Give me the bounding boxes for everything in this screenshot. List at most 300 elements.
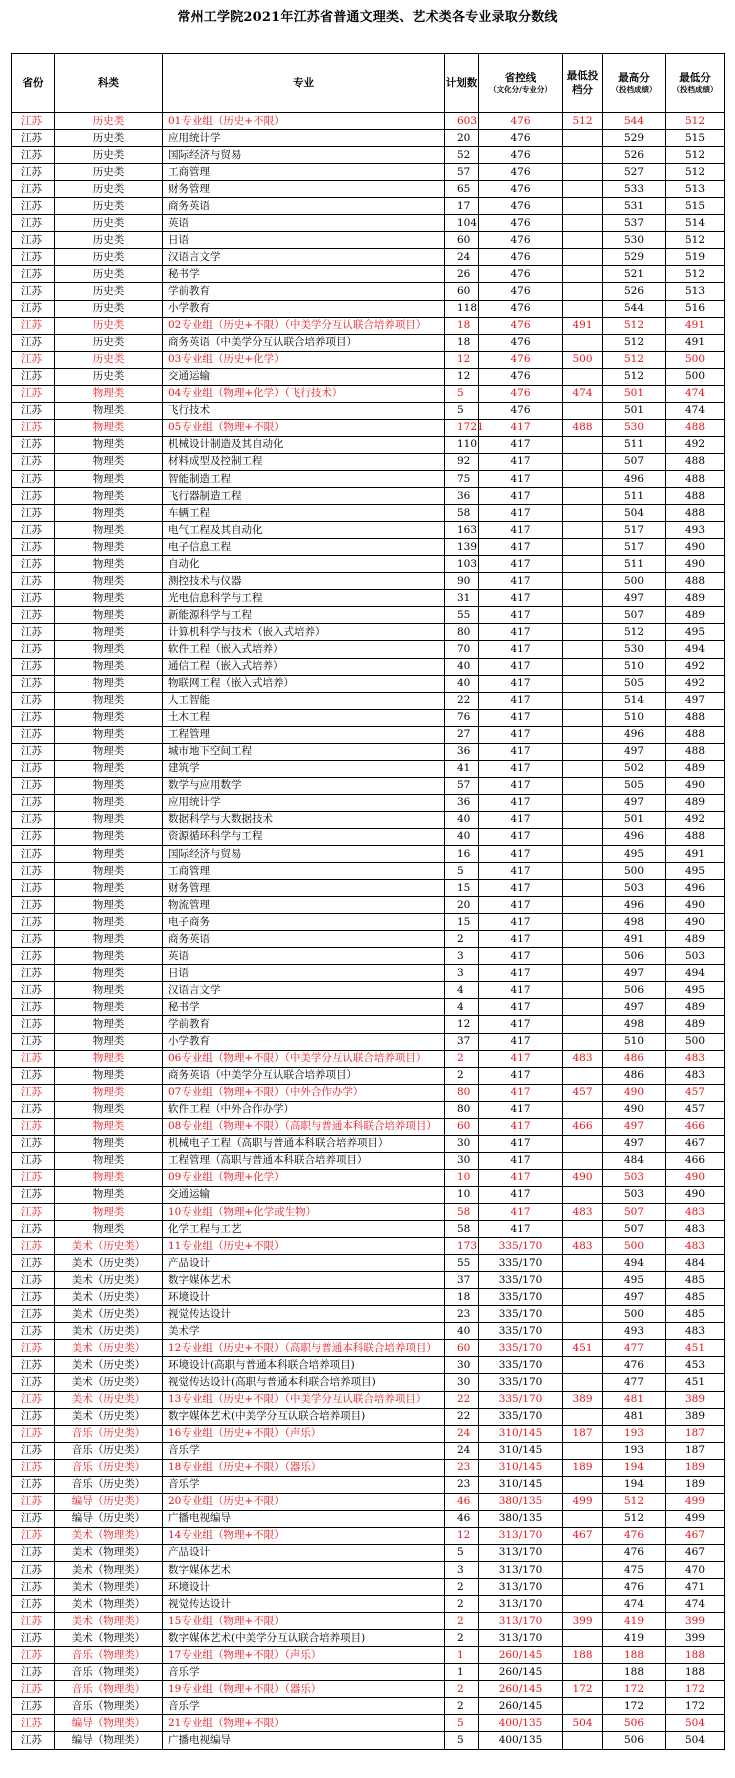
cell-major: 13专业组（历史+不限）（中美学分互认联合培养项目） (163, 1391, 445, 1408)
cell-floor (563, 658, 603, 675)
cell-province: 江苏 (12, 1493, 55, 1510)
cell-max: 512 (603, 1510, 666, 1527)
table-row (12, 1152, 725, 1169)
cell-floor: 187 (563, 1425, 603, 1442)
cell-major: 工程管理 (163, 726, 445, 743)
cell-province: 江苏 (12, 914, 55, 931)
cell-major: 土木工程 (163, 709, 445, 726)
cell-floor (563, 266, 603, 283)
cell-control-line: 417 (479, 965, 563, 982)
cell-plan: 18 (445, 1289, 479, 1306)
table-row (12, 505, 725, 522)
cell-major: 车辆工程 (163, 505, 445, 522)
cell-floor (563, 402, 603, 419)
cell-province: 江苏 (12, 215, 55, 232)
cell-major: 汉语言文学 (163, 249, 445, 266)
cell-plan: 2 (445, 1698, 479, 1715)
cell-major: 工程管理（高职与普通本科联合培养项目） (163, 1152, 445, 1169)
cell-max: 494 (603, 1255, 666, 1272)
cell-plan: 70 (445, 641, 479, 658)
cell-province: 江苏 (12, 419, 55, 436)
cell-control-line: 417 (479, 760, 563, 777)
cell-category: 美术（历史类） (55, 1391, 163, 1408)
cell-control-line: 417 (479, 1033, 563, 1050)
cell-plan: 57 (445, 777, 479, 794)
cell-plan: 75 (445, 470, 479, 487)
cell-province: 江苏 (12, 385, 55, 402)
cell-province: 江苏 (12, 999, 55, 1016)
cell-min: 490 (666, 556, 725, 573)
cell-plan: 5 (445, 1544, 479, 1561)
cell-control-line: 310/145 (479, 1442, 563, 1459)
cell-plan: 20 (445, 130, 479, 147)
cell-max: 512 (603, 624, 666, 641)
cell-major: 04专业组（物理+化学）（飞行技术） (163, 385, 445, 402)
cell-plan: 10 (445, 1186, 479, 1203)
cell-major: 资源循环科学与工程 (163, 828, 445, 845)
table-row (12, 726, 725, 743)
table-row (12, 1732, 725, 1749)
cell-province: 江苏 (12, 522, 55, 539)
cell-control-line: 335/170 (479, 1255, 563, 1272)
cell-plan: 37 (445, 1272, 479, 1289)
table-row (12, 1323, 725, 1340)
cell-floor (563, 1255, 603, 1272)
cell-control-line: 417 (479, 1067, 563, 1084)
cell-control-line: 476 (479, 215, 563, 232)
cell-plan: 55 (445, 607, 479, 624)
cell-major: 国际经济与贸易 (163, 846, 445, 863)
cell-province: 江苏 (12, 1033, 55, 1050)
admission-score-table (11, 53, 725, 1750)
cell-floor (563, 607, 603, 624)
cell-min: 489 (666, 607, 725, 624)
cell-plan: 3 (445, 948, 479, 965)
cell-control-line: 417 (479, 1101, 563, 1118)
cell-province: 江苏 (12, 811, 55, 828)
cell-major: 商务英语 (163, 198, 445, 215)
cell-major: 光电信息科学与工程 (163, 590, 445, 607)
cell-plan: 36 (445, 794, 479, 811)
cell-plan: 60 (445, 232, 479, 249)
cell-plan: 58 (445, 1221, 479, 1238)
table-row (12, 368, 725, 385)
cell-floor: 188 (563, 1647, 603, 1664)
table-row (12, 1016, 725, 1033)
cell-min: 496 (666, 880, 725, 897)
cell-province: 江苏 (12, 1152, 55, 1169)
table-row-group (12, 1613, 725, 1630)
cell-min: 399 (666, 1613, 725, 1630)
cell-min: 389 (666, 1391, 725, 1408)
cell-max: 526 (603, 147, 666, 164)
cell-control-line: 400/135 (479, 1715, 563, 1732)
cell-floor (563, 1579, 603, 1596)
table-row (12, 1255, 725, 1272)
cell-control-line: 313/170 (479, 1579, 563, 1596)
cell-province: 江苏 (12, 692, 55, 709)
cell-major: 电子商务 (163, 914, 445, 931)
cell-plan: 58 (445, 1204, 479, 1221)
cell-category: 音乐（历史类） (55, 1425, 163, 1442)
cell-min: 467 (666, 1527, 725, 1544)
header-floor: 最低投档分 (563, 54, 603, 113)
cell-plan: 41 (445, 760, 479, 777)
table-row (12, 1510, 725, 1527)
cell-plan: 10 (445, 1169, 479, 1186)
cell-plan: 17 (445, 198, 479, 215)
cell-plan: 15 (445, 914, 479, 931)
cell-category: 物理类 (55, 965, 163, 982)
table-row (12, 948, 725, 965)
table-row (12, 522, 725, 539)
cell-max: 500 (603, 863, 666, 880)
cell-province: 江苏 (12, 1391, 55, 1408)
cell-floor (563, 1374, 603, 1391)
table-row (12, 846, 725, 863)
cell-major: 数字媒体艺术 (163, 1561, 445, 1578)
cell-category: 美术（历史类） (55, 1272, 163, 1289)
cell-control-line: 335/170 (479, 1289, 563, 1306)
cell-control-line: 335/170 (479, 1323, 563, 1340)
cell-control-line: 417 (479, 777, 563, 794)
table-row (12, 982, 725, 999)
cell-category: 美术（物理类） (55, 1544, 163, 1561)
cell-floor (563, 147, 603, 164)
cell-max: 497 (603, 1118, 666, 1135)
cell-floor (563, 1544, 603, 1561)
cell-category: 音乐（物理类） (55, 1698, 163, 1715)
cell-floor: 399 (563, 1613, 603, 1630)
cell-category: 物理类 (55, 1221, 163, 1238)
cell-floor (563, 846, 603, 863)
cell-max: 544 (603, 113, 666, 130)
cell-major: 日语 (163, 965, 445, 982)
table-row-group (12, 1050, 725, 1067)
cell-category: 历史类 (55, 181, 163, 198)
cell-province: 江苏 (12, 965, 55, 982)
cell-plan: 46 (445, 1493, 479, 1510)
cell-major: 广播电视编导 (163, 1510, 445, 1527)
cell-min: 474 (666, 1596, 725, 1613)
cell-plan: 52 (445, 147, 479, 164)
cell-floor (563, 436, 603, 453)
cell-major: 广播电视编导 (163, 1732, 445, 1749)
cell-major: 音乐学 (163, 1442, 445, 1459)
cell-plan: 1 (445, 1664, 479, 1681)
cell-control-line: 335/170 (479, 1340, 563, 1357)
cell-category: 物理类 (55, 453, 163, 470)
cell-plan: 2 (445, 1050, 479, 1067)
cell-category: 物理类 (55, 709, 163, 726)
cell-major: 秘书学 (163, 999, 445, 1016)
table-row (12, 1664, 725, 1681)
cell-major: 产品设计 (163, 1544, 445, 1561)
cell-max: 512 (603, 351, 666, 368)
cell-province: 江苏 (12, 1238, 55, 1255)
cell-category: 物理类 (55, 1152, 163, 1169)
cell-province: 江苏 (12, 880, 55, 897)
cell-floor (563, 931, 603, 948)
cell-province: 江苏 (12, 113, 55, 130)
cell-control-line: 417 (479, 692, 563, 709)
cell-category: 美术（物理类） (55, 1561, 163, 1578)
cell-province: 江苏 (12, 488, 55, 505)
cell-control-line: 417 (479, 1050, 563, 1067)
cell-max: 497 (603, 1289, 666, 1306)
cell-floor: 466 (563, 1118, 603, 1135)
cell-min: 488 (666, 828, 725, 845)
cell-category: 历史类 (55, 368, 163, 385)
cell-plan: 5 (445, 402, 479, 419)
cell-control-line: 313/170 (479, 1544, 563, 1561)
cell-plan: 173 (445, 1238, 479, 1255)
cell-min: 515 (666, 198, 725, 215)
table-row (12, 232, 725, 249)
cell-plan: 30 (445, 1152, 479, 1169)
cell-max: 501 (603, 385, 666, 402)
cell-min: 490 (666, 539, 725, 556)
cell-control-line: 417 (479, 658, 563, 675)
cell-province: 江苏 (12, 675, 55, 692)
cell-floor (563, 1476, 603, 1493)
cell-min: 470 (666, 1561, 725, 1578)
cell-plan: 603 (445, 113, 479, 130)
cell-max: 475 (603, 1561, 666, 1578)
cell-floor (563, 1732, 603, 1749)
cell-min: 471 (666, 1579, 725, 1596)
cell-max: 506 (603, 1732, 666, 1749)
cell-control-line: 260/145 (479, 1698, 563, 1715)
cell-category: 物理类 (55, 811, 163, 828)
cell-floor (563, 811, 603, 828)
table-row (12, 266, 725, 283)
cell-floor (563, 1561, 603, 1578)
cell-major: 数字媒体艺术(中美学分互认联合培养项目) (163, 1630, 445, 1647)
cell-major: 软件工程（中外合作办学） (163, 1101, 445, 1118)
cell-floor (563, 863, 603, 880)
cell-major: 视觉传达设计 (163, 1596, 445, 1613)
table-row (12, 709, 725, 726)
cell-province: 江苏 (12, 573, 55, 590)
cell-province: 江苏 (12, 556, 55, 573)
cell-major: 15专业组（物理+不限） (163, 1613, 445, 1630)
cell-category: 物理类 (55, 556, 163, 573)
cell-province: 江苏 (12, 1016, 55, 1033)
cell-control-line: 417 (479, 1152, 563, 1169)
cell-category: 物理类 (55, 1067, 163, 1084)
cell-province: 江苏 (12, 1306, 55, 1323)
cell-floor (563, 880, 603, 897)
cell-major: 数学与应用数学 (163, 777, 445, 794)
cell-category: 音乐（历史类） (55, 1442, 163, 1459)
cell-major: 通信工程（嵌入式培养） (163, 658, 445, 675)
cell-control-line: 476 (479, 300, 563, 317)
cell-major: 工商管理 (163, 164, 445, 181)
cell-major: 视觉传达设计 (163, 1306, 445, 1323)
cell-plan: 18 (445, 317, 479, 334)
cell-category: 物理类 (55, 1135, 163, 1152)
table-row (12, 1135, 725, 1152)
cell-category: 物理类 (55, 470, 163, 487)
cell-major: 音乐学 (163, 1476, 445, 1493)
cell-control-line: 260/145 (479, 1664, 563, 1681)
cell-major: 机械电子工程（高职与普通本科联合培养项目） (163, 1135, 445, 1152)
table-row (12, 760, 725, 777)
cell-max: 496 (603, 897, 666, 914)
cell-max: 503 (603, 880, 666, 897)
cell-floor (563, 1186, 603, 1203)
cell-max: 529 (603, 249, 666, 266)
cell-category: 历史类 (55, 283, 163, 300)
cell-floor: 451 (563, 1340, 603, 1357)
cell-province: 江苏 (12, 1084, 55, 1101)
cell-max: 503 (603, 1169, 666, 1186)
cell-max: 530 (603, 641, 666, 658)
cell-province: 江苏 (12, 1374, 55, 1391)
cell-major: 06专业组（物理+不限）（中美学分互认联合培养项目） (163, 1050, 445, 1067)
cell-province: 江苏 (12, 726, 55, 743)
cell-plan: 12 (445, 1016, 479, 1033)
cell-major: 飞行器制造工程 (163, 488, 445, 505)
cell-category: 美术（物理类） (55, 1630, 163, 1647)
table-row (12, 1698, 725, 1715)
cell-category: 物理类 (55, 1186, 163, 1203)
table-row-group (12, 1204, 725, 1221)
cell-category: 音乐（物理类） (55, 1664, 163, 1681)
cell-category: 物理类 (55, 948, 163, 965)
cell-control-line: 417 (479, 453, 563, 470)
cell-province: 江苏 (12, 402, 55, 419)
cell-plan: 65 (445, 181, 479, 198)
cell-major: 12专业组（历史+不限）（高职与普通本科联合培养项目） (163, 1340, 445, 1357)
table-row (12, 1272, 725, 1289)
cell-floor (563, 181, 603, 198)
cell-province: 江苏 (12, 1613, 55, 1630)
table-row (12, 692, 725, 709)
cell-floor: 389 (563, 1391, 603, 1408)
table-row (12, 1476, 725, 1493)
header-control-line-sub: （文化分/专业分） (489, 85, 552, 94)
cell-min: 466 (666, 1118, 725, 1135)
cell-max: 510 (603, 709, 666, 726)
cell-category: 历史类 (55, 351, 163, 368)
cell-category: 物理类 (55, 402, 163, 419)
cell-major: 美术学 (163, 1323, 445, 1340)
cell-plan: 15 (445, 880, 479, 897)
cell-control-line: 417 (479, 828, 563, 845)
table-row (12, 880, 725, 897)
cell-max: 511 (603, 436, 666, 453)
cell-min: 512 (666, 266, 725, 283)
cell-min: 503 (666, 948, 725, 965)
cell-category: 物理类 (55, 1101, 163, 1118)
cell-plan: 23 (445, 1459, 479, 1476)
cell-control-line: 417 (479, 1016, 563, 1033)
cell-major: 环境设计 (163, 1579, 445, 1596)
cell-max: 193 (603, 1442, 666, 1459)
cell-max: 498 (603, 1016, 666, 1033)
cell-major: 07专业组（物理+不限）（中外合作办学） (163, 1084, 445, 1101)
cell-plan: 24 (445, 1425, 479, 1442)
cell-min: 512 (666, 232, 725, 249)
cell-max: 530 (603, 232, 666, 249)
cell-control-line: 417 (479, 1135, 563, 1152)
cell-floor (563, 368, 603, 385)
cell-max: 496 (603, 828, 666, 845)
cell-control-line: 313/170 (479, 1561, 563, 1578)
table-row (12, 607, 725, 624)
header-control-line: 省控线 （文化分/专业分） (479, 54, 563, 113)
cell-province: 江苏 (12, 266, 55, 283)
cell-floor (563, 624, 603, 641)
cell-floor: 172 (563, 1681, 603, 1698)
cell-category: 物理类 (55, 897, 163, 914)
cell-control-line: 417 (479, 675, 563, 692)
cell-plan: 80 (445, 1101, 479, 1118)
cell-province: 江苏 (12, 982, 55, 999)
cell-control-line: 335/170 (479, 1306, 563, 1323)
cell-min: 513 (666, 283, 725, 300)
cell-province: 江苏 (12, 658, 55, 675)
cell-province: 江苏 (12, 1135, 55, 1152)
cell-major: 数字媒体艺术(中美学分互认联合培养项目) (163, 1408, 445, 1425)
cell-max: 188 (603, 1647, 666, 1664)
cell-max: 481 (603, 1391, 666, 1408)
cell-major: 秘书学 (163, 266, 445, 283)
cell-province: 江苏 (12, 164, 55, 181)
cell-province: 江苏 (12, 1204, 55, 1221)
cell-min: 188 (666, 1664, 725, 1681)
cell-category: 美术（物理类） (55, 1527, 163, 1544)
cell-plan: 36 (445, 743, 479, 760)
cell-max: 476 (603, 1544, 666, 1561)
cell-min: 519 (666, 249, 725, 266)
cell-province: 江苏 (12, 130, 55, 147)
cell-max: 193 (603, 1425, 666, 1442)
cell-major: 小学教育 (163, 1033, 445, 1050)
cell-control-line: 417 (479, 470, 563, 487)
cell-major: 国际经济与贸易 (163, 147, 445, 164)
cell-control-line: 417 (479, 1204, 563, 1221)
cell-major: 17专业组（物理+不限）（声乐） (163, 1647, 445, 1664)
cell-min: 474 (666, 402, 725, 419)
table-row (12, 863, 725, 880)
cell-category: 物理类 (55, 1016, 163, 1033)
cell-min: 172 (666, 1681, 725, 1698)
cell-major: 智能制造工程 (163, 470, 445, 487)
cell-major: 20专业组（历史+不限） (163, 1493, 445, 1510)
cell-min: 513 (666, 181, 725, 198)
cell-plan: 30 (445, 1357, 479, 1374)
table-row-group (12, 1459, 725, 1476)
cell-plan: 20 (445, 897, 479, 914)
cell-plan: 55 (445, 1255, 479, 1272)
header-province: 省份 (12, 54, 55, 113)
cell-category: 物理类 (55, 726, 163, 743)
cell-min: 451 (666, 1340, 725, 1357)
cell-control-line: 417 (479, 1118, 563, 1135)
cell-category: 物理类 (55, 828, 163, 845)
cell-control-line: 310/145 (479, 1459, 563, 1476)
cell-min: 514 (666, 215, 725, 232)
cell-province: 江苏 (12, 590, 55, 607)
cell-min: 489 (666, 931, 725, 948)
cell-plan: 40 (445, 658, 479, 675)
cell-max: 491 (603, 931, 666, 948)
cell-plan: 24 (445, 249, 479, 266)
cell-floor (563, 897, 603, 914)
